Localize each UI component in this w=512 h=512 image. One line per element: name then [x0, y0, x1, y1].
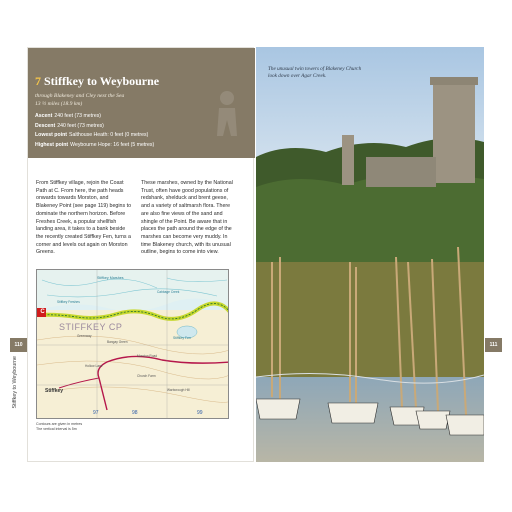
map-label-stiffkey-village: Stiffkey [45, 388, 64, 394]
map-footnote-interval: The vertical interval is 5m [36, 427, 77, 431]
stat-descent: Descent 240 feet (73 metres) [35, 122, 104, 129]
page-number-right: 111 [489, 342, 498, 348]
walk-title-text: Stiffkey to Weybourne [44, 74, 160, 88]
walker-icon [207, 88, 247, 140]
map-label-bangay: Bangay Green [107, 340, 128, 344]
map-label-freshes: Stiffkey Freshes [57, 300, 80, 304]
stat-lowest: Lowest point Salthouse Heath: 0 feet (0 metres) [35, 132, 149, 138]
left-page [27, 47, 254, 462]
map-footnote [36, 422, 82, 432]
running-head-left: Stiffkey to Weybourne [12, 356, 18, 409]
route-map [36, 269, 229, 419]
map-label-hollow-lane: Hollow Lane [85, 364, 103, 368]
map-label-stiffkey-cp: STIFFKEY CP [59, 322, 123, 332]
page-number-left: 110 [14, 342, 23, 348]
map-grid-99: 99 [197, 410, 203, 416]
map-label-church-farm: Church Farm [137, 374, 156, 378]
body-text-col-b: These marshes, owned by the National Trust, often have good populations of redshank, shelduck and brent geese, and a variety of saltmarsh flora. There are also fine views of the sand and shingle of the Point. Be aware that in places the path around the edge of the marshes can become very muddy. In time Blakeney church, with its unusual outline, begins to come into view. [141, 180, 233, 256]
page-number-tab-left [10, 338, 27, 352]
blakeney-photo [256, 47, 484, 462]
page-number-tab-right [485, 338, 502, 352]
map-grid-97: 97 [93, 410, 99, 416]
map-label-marshes: Stiffkey Marshes [97, 276, 124, 280]
map-label-morston-road: Morston Road [137, 354, 158, 358]
map-grid-98: 98 [132, 410, 138, 416]
walk-subtitle-route: through Blakeney and Cley next the Sea [35, 93, 125, 99]
right-page [256, 47, 484, 462]
walk-subtitle-distance: 13 ½ miles (18.9 km) [35, 101, 83, 107]
walk-subtitle [35, 92, 124, 108]
map-label-greenway: Greenway [77, 334, 92, 338]
map-label-fen: Stiffkey Fen [173, 336, 191, 340]
walk-title [35, 74, 159, 89]
map-label-cabbage-creek: Cabbage Creek [157, 290, 180, 294]
map-label-warborough: Warborough Hill [167, 388, 190, 392]
route-map-graphic [37, 270, 229, 419]
walk-stats [35, 112, 154, 150]
walk-number: 7 [35, 74, 41, 88]
photo-caption: The unusual twin towers of Blakeney Church look down over Agar Creek. [268, 66, 362, 79]
map-footnote-contours: Contours are given in metres [36, 422, 83, 426]
stat-ascent: Ascent 240 feet (73 metres) [35, 113, 102, 119]
map-marker-c: C [40, 309, 45, 315]
stat-highest: Highest point Weybourne Hope: 16 feet (5 metres) [35, 141, 155, 148]
body-text-col-a: From Stiffkey village, rejoin the Coast Path at C. From here, the path heads onwards towards Morston, and Blakeney Point (see page 119) begins to dominate the northern horizon. Before Freshes Creek, a popular shellfish landing area, it takes to a bank beside the recently created Stiffkey Fen, turns a corner and levels out again on Morston Greens. [36, 180, 132, 256]
walk-header [28, 48, 255, 158]
